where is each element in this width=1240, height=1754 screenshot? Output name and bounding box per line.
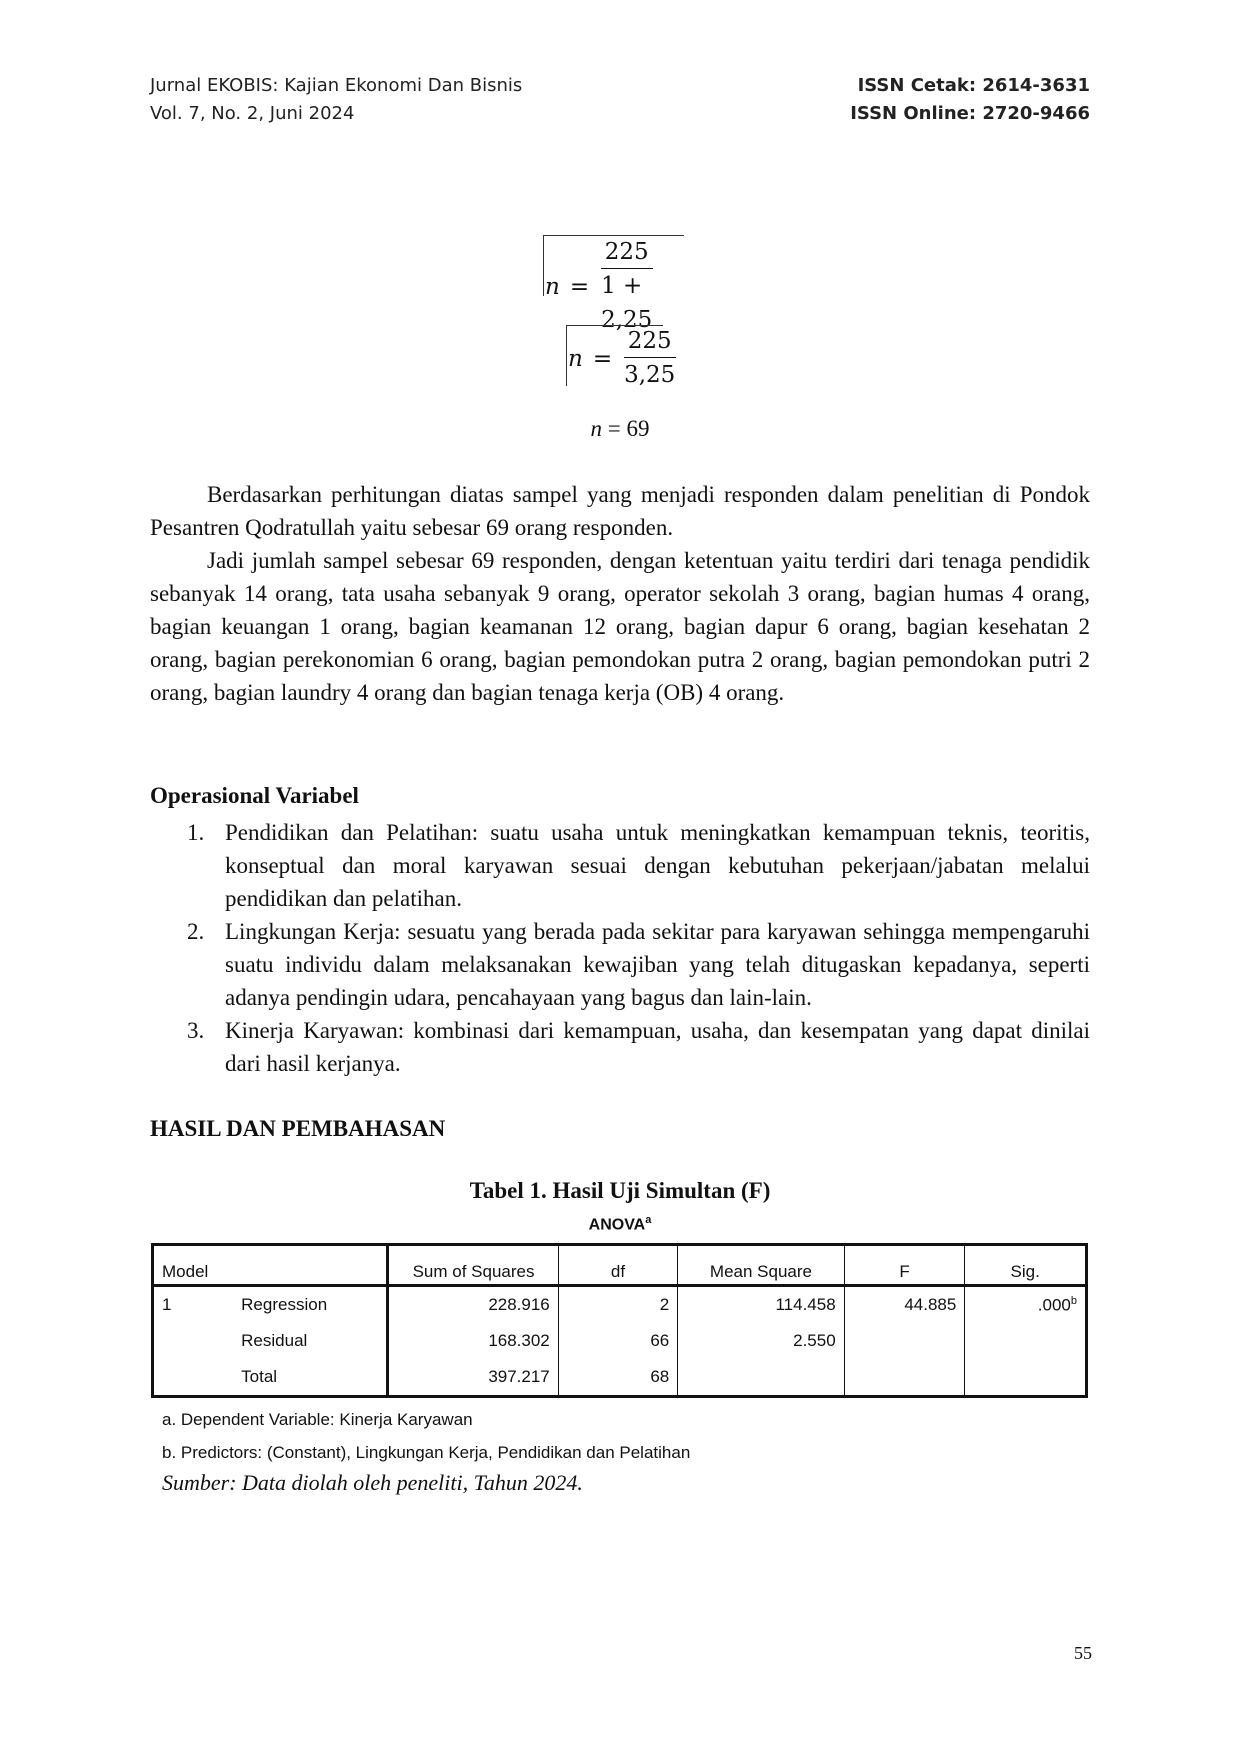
- journal-header-left: [150, 72, 522, 128]
- issn-print: ISSN Cetak: 2614-3631: [857, 75, 1090, 96]
- cell-model: [153, 1323, 234, 1359]
- cell-sig-value: .000: [1037, 1295, 1071, 1315]
- cell-label: Residual: [241, 1331, 308, 1350]
- cell-sig: [965, 1359, 1087, 1397]
- list-item-number: 1.: [187, 820, 205, 845]
- journal-header-right: [850, 72, 1090, 128]
- cell-model: 1: [162, 1295, 172, 1314]
- footnote-b: b. Predictors: (Constant), Lingkungan Kerja, Pendidikan dan Pelatihan: [162, 1443, 691, 1462]
- formula-equals: =: [569, 273, 590, 300]
- cell-mean-square: [678, 1359, 844, 1397]
- section-heading-operasional: Operasional Variabel: [150, 783, 359, 808]
- cell-sig-superscript: b: [1070, 1294, 1077, 1307]
- section-heading-hasil: HASIL DAN PEMBAHASAN: [150, 1116, 446, 1141]
- table-title: Tabel 1. Hasil Uji Simultan (F): [469, 1178, 771, 1203]
- formula-variable-2: n: [568, 345, 583, 372]
- variable-list: [150, 816, 1090, 1080]
- header-mean-square: Mean Square: [678, 1245, 844, 1286]
- fraction-2-denominator: 3,25: [624, 362, 676, 388]
- table-row: [153, 1286, 1087, 1324]
- footnote-a: a. Dependent Variable: Kinerja Karyawan: [162, 1410, 473, 1429]
- formula-line-2: [568, 325, 679, 392]
- paragraph-1: Berdasarkan perhitungan diatas sampel yang menjadi responden dalam penelitian di Pondok Pesantren Qodratullah yaitu sebesar 69 orang responden.: [150, 482, 1090, 540]
- cell-mean-square: 114.458: [678, 1286, 844, 1324]
- header-df: df: [558, 1245, 677, 1286]
- list-item: [150, 1014, 1090, 1080]
- cell-df: 66: [558, 1323, 677, 1359]
- anova-table: [151, 1243, 1088, 1398]
- journal-volume: Vol. 7, No. 2, Juni 2024: [150, 103, 355, 124]
- formula-equals-2: =: [592, 345, 613, 372]
- formula-result: [0, 416, 1240, 442]
- cell-label: Total: [241, 1367, 278, 1386]
- header-sum-of-squares: Sum of Squares: [388, 1245, 558, 1286]
- header-sig: Sig.: [965, 1245, 1087, 1286]
- issn-online: ISSN Online: 2720-9466: [850, 103, 1090, 124]
- list-item: [150, 915, 1090, 1014]
- list-item-text: Lingkungan Kerja: sesuatu yang berada pada sekitar para karyawan sehingga mempengaruhi suatu individu dalam melaksanakan kewajiban yang telah ditugaskan kepadanya, seperti adanya pendingin udara, pencahayaan yang bagus dan lain-lain.: [225, 919, 1090, 1010]
- formula-line-1: [545, 236, 656, 337]
- fraction-2-numerator: 225: [624, 325, 676, 358]
- cell-df: 2: [558, 1286, 677, 1324]
- page-number: 55: [1074, 1643, 1092, 1663]
- cell-sum-of-squares: 168.302: [388, 1323, 558, 1359]
- cell-model: [153, 1359, 234, 1397]
- cell-sig: [965, 1323, 1087, 1359]
- header-model: Model: [153, 1245, 388, 1286]
- cell-label: Regression: [241, 1295, 328, 1314]
- cell-sig: [965, 1286, 1087, 1324]
- paragraph-2: Jadi jumlah sampel sebesar 69 responden, dengan ketentuan yaitu terdiri dari tenaga pendidik sebanyak 14 orang, tata usaha sebanyak 9 orang, operator sekolah 3 orang, bagian humas 4 orang, bagian keuangan 1 orang, bagian keamanan 12 orang, bagian dapur 6 orang, bagian kesehatan 2 orang, bagian perekonomian 6 orang, bagian pemondokan putra 2 orang, bagian pemondokan putri 2 orang, bagian laundry 4 orang dan bagian tenaga kerja (OB) 4 orang.: [150, 548, 1090, 705]
- table-row: [153, 1323, 1087, 1359]
- journal-name: Jurnal EKOBIS: Kajian Ekonomi Dan Bisnis: [150, 75, 523, 96]
- cell-df: 68: [558, 1359, 677, 1397]
- cell-mean-square: 2.550: [678, 1323, 844, 1359]
- table-row: [153, 1359, 1087, 1397]
- cell-f: [844, 1359, 965, 1397]
- table-caption-text: ANOVA: [588, 1216, 646, 1234]
- body-text: [150, 478, 1090, 709]
- list-item-number: 2.: [187, 919, 205, 944]
- table-source: Sumber: Data diolah oleh peneliti, Tahun 2024.: [162, 1470, 583, 1495]
- list-item-number: 3.: [187, 1018, 205, 1043]
- list-item: [150, 816, 1090, 915]
- cell-sum-of-squares: 397.217: [388, 1359, 558, 1397]
- fraction-2: [620, 325, 679, 392]
- list-item-text: Pendidikan dan Pelatihan: suatu usaha untuk meningkatkan kemampuan teknis, teoritis, konseptual dan moral karyawan sesuai dengan kebutuhan pekerjaan/jabatan melalui pendidikan dan pelatihan.: [225, 820, 1090, 911]
- table-caption: [0, 1214, 1240, 1234]
- result-variable: n: [590, 416, 602, 441]
- result-value: = 69: [607, 416, 650, 441]
- formula-variable: n: [545, 273, 560, 300]
- cell-f: [844, 1323, 965, 1359]
- header-f: F: [844, 1245, 965, 1286]
- cell-sum-of-squares: 228.916: [388, 1286, 558, 1324]
- cell-f: 44.885: [844, 1286, 965, 1324]
- fraction-1-denominator: 1 + 2,25: [601, 273, 653, 333]
- table-caption-superscript: a: [645, 1214, 652, 1226]
- fraction-1: [597, 236, 656, 337]
- fraction-1-numerator: 225: [601, 236, 653, 269]
- list-item-text: Kinerja Karyawan: kombinasi dari kemampuan, usaha, dan kesempatan yang dapat dinilai dari hasil kerjanya.: [225, 1018, 1090, 1076]
- table-header-row: [153, 1245, 1087, 1286]
